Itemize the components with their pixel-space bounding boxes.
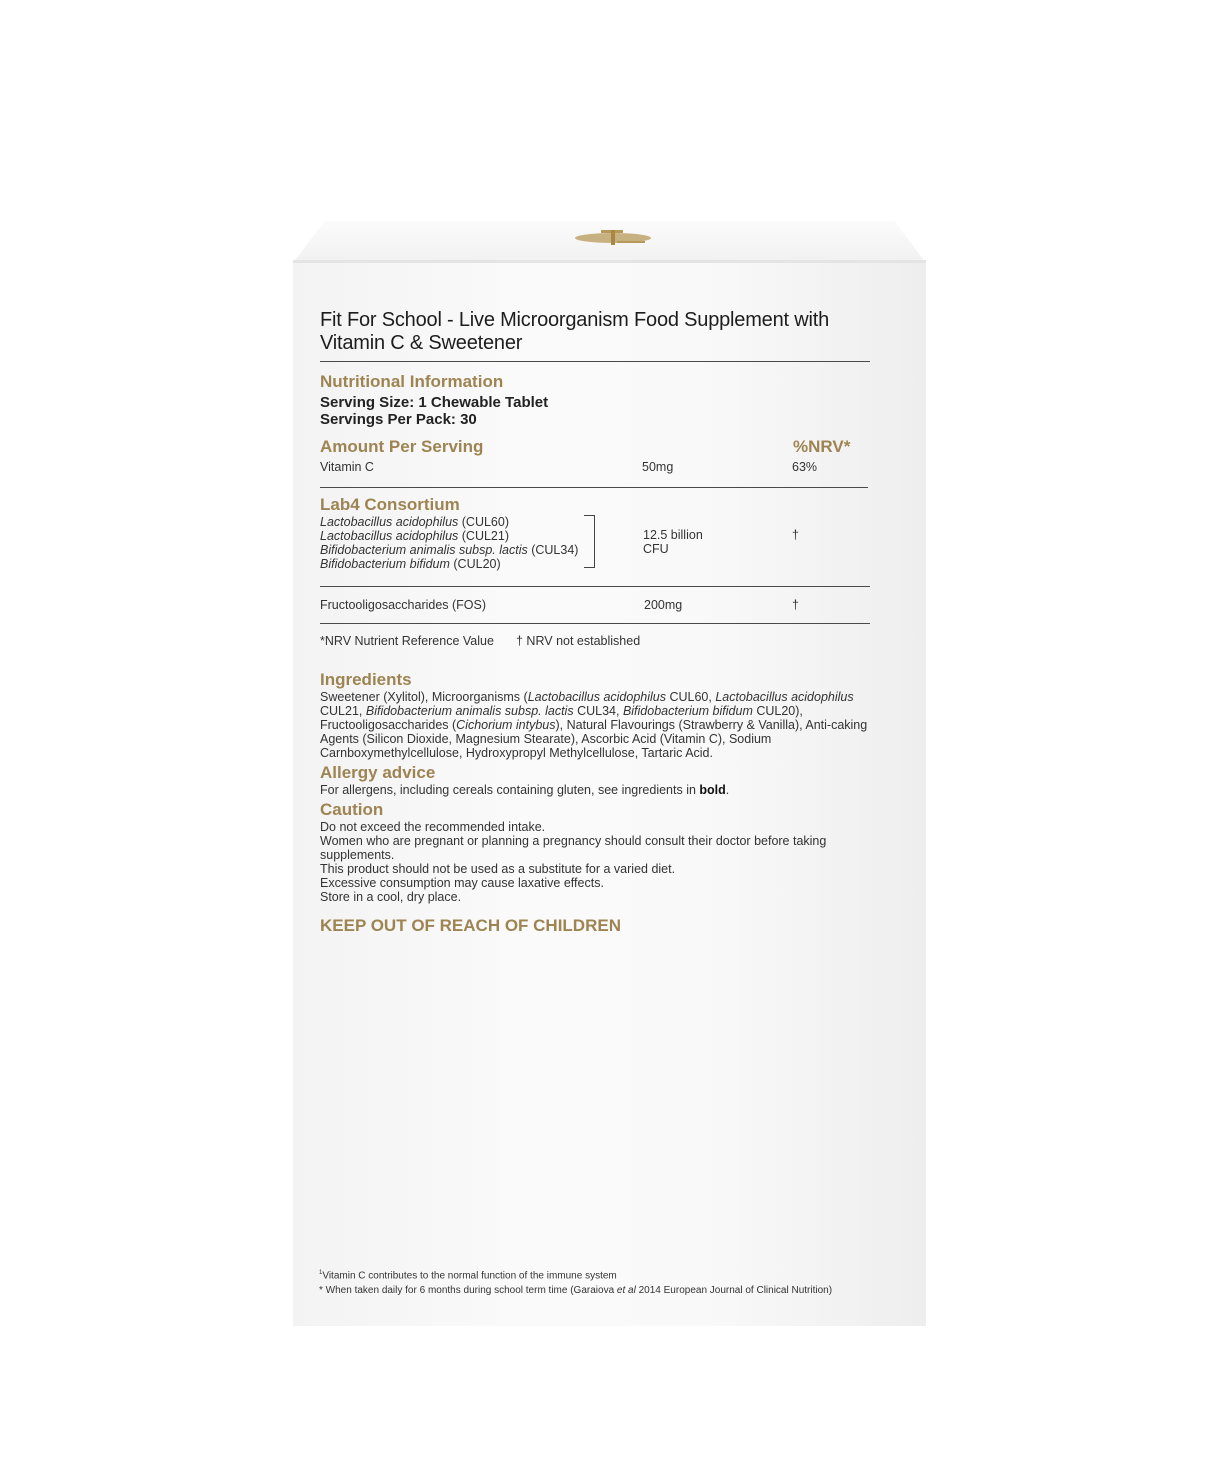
caution-item: Women who are pregnant or planning a pregnancy should consult their doctor before taking supplements. [320, 834, 827, 862]
vitamin-c-nrv: 63% [792, 460, 818, 474]
fos-nrv: † [792, 598, 799, 612]
strain-item: Lactobacillus acidophilus (CUL60) [320, 515, 509, 529]
allergy-heading: Allergy advice [320, 763, 436, 782]
amount-per-serving-header: Amount Per Serving [320, 437, 484, 456]
caution-item: Store in a cool, dry place. [320, 890, 462, 904]
footnote-2: * When taken daily for 6 months during school term time (Garaiova et al 2014 European Journal of Clinical Nutrition) [319, 1285, 833, 1296]
nrv-header: %NRV* [793, 437, 851, 456]
divider [320, 623, 870, 624]
ingredients-heading: Ingredients [320, 670, 412, 689]
divider [320, 361, 870, 362]
strain-item: Bifidobacterium animalis subsp. lactis (CUL34) [320, 543, 579, 557]
servings-per-pack: Servings Per Pack: 30 [320, 411, 477, 428]
caution-item: This product should not be used as a substitute for a varied diet. [320, 862, 676, 876]
fos-name: Fructooligosaccharides (FOS) [320, 598, 487, 612]
vitamin-c-name: Vitamin C [320, 460, 374, 474]
serving-size: Serving Size: 1 Chewable Tablet [320, 394, 549, 411]
caution-list [320, 820, 872, 904]
caution-heading: Caution [320, 800, 384, 819]
nrv-note: *NRV Nutrient Reference Value [320, 634, 494, 648]
divider [320, 586, 870, 587]
nutrition-heading: Nutritional Information [320, 372, 504, 391]
caution-item: Do not exceed the recommended intake. [320, 820, 546, 834]
brand-logo-icon [573, 227, 653, 247]
consortium-amount-unit: CFU [643, 542, 669, 556]
ingredients-text: Sweetener (Xylitol), Microorganisms (Lactobacillus acidophilus CUL60, Lactobacillus acidophilus CUL21, Bifidobacterium animalis subsp. lactis CUL34, Bifidobacterium bifidum CUL20), Fructooligosaccharides (Cichorium intybus), Natural Flavourings (Strawberry & Vanilla), Anti-caking Agents (Silicon Dioxide, Magnesium Stearate), Ascorbic Acid (Vitamin C), Sodium Carnboxymethylcellulose, Hydroxypropyl Methylcellulose, Tartaric Acid. [320, 690, 868, 760]
strain-item: Bifidobacterium bifidum (CUL20) [320, 557, 501, 571]
strain-bracket [584, 515, 595, 568]
caution-item: Excessive consumption may cause laxative effects. [320, 876, 604, 890]
footnote-1: $^1$Vitamin C contributes to the normal function of the immune system [319, 1270, 617, 1282]
fos-amount: 200mg [644, 598, 683, 612]
consortium-nrv: † [792, 528, 799, 542]
allergy-text: For allergens, including cereals containing gluten, see ingredients in bold. [320, 783, 730, 797]
vitamin-c-amount: 50mg [642, 460, 674, 474]
product-title: Fit For School - Live Microorganism Food Supplement with Vitamin C & Sweetener [320, 309, 830, 354]
divider [320, 487, 868, 488]
children-warning: KEEP OUT OF REACH OF CHILDREN [320, 916, 621, 935]
strain-item: Lactobacillus acidophilus (CUL21) [320, 529, 509, 543]
dagger-note: † NRV not established [516, 634, 641, 648]
consortium-amount: 12.5 billion [643, 528, 703, 542]
consortium-heading: Lab4 Consortium [320, 495, 460, 514]
